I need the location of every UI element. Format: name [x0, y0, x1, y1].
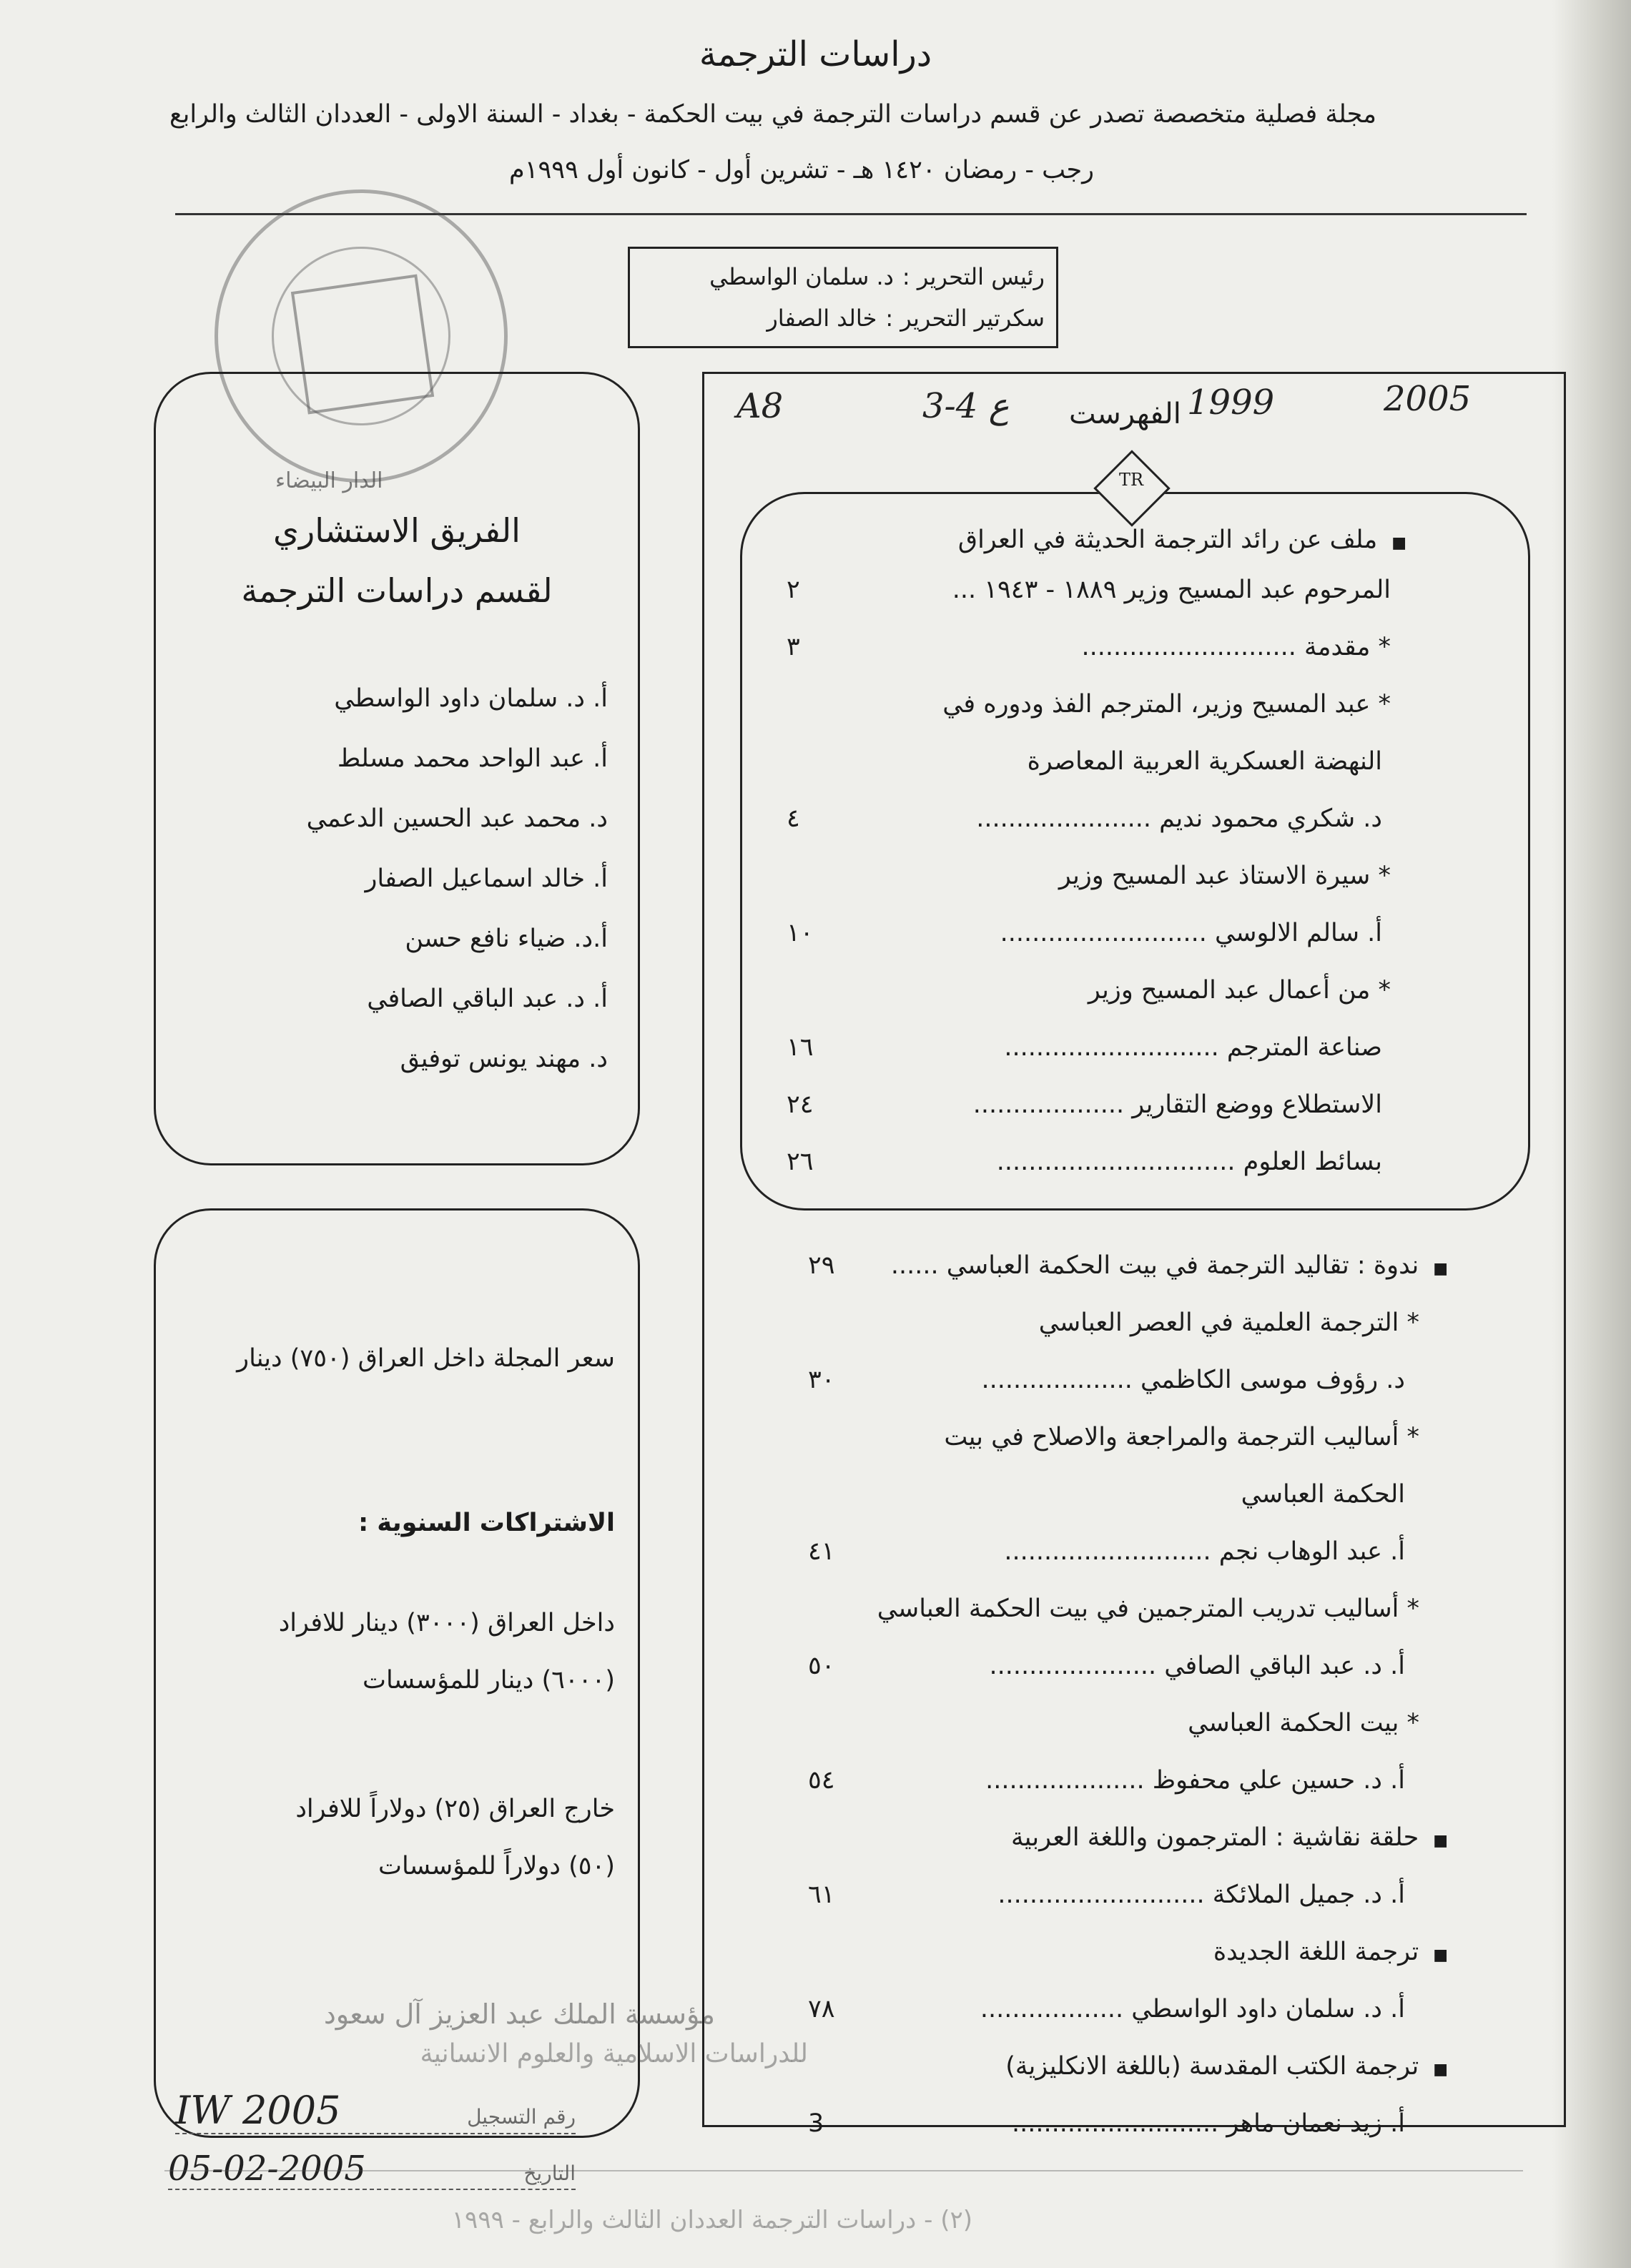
toc-entry[interactable]	[787, 1090, 1391, 1148]
toc-entry-text: بسائط العلوم ..............................	[996, 1148, 1382, 1176]
toc-entry[interactable]	[808, 1594, 1448, 1652]
toc-entry-text: أ. د. جميل الملائكة ..........................	[997, 1880, 1405, 1909]
toc-entry[interactable]	[808, 1480, 1448, 1537]
toc-entry[interactable]	[787, 1033, 1391, 1090]
handwritten-archive-year: 2005	[1384, 379, 1472, 419]
toc-entry-page: 3	[808, 2109, 824, 2138]
toc-entry[interactable]	[787, 576, 1391, 633]
toc-entry[interactable]	[787, 862, 1391, 919]
toc-entry[interactable]	[808, 1308, 1448, 1366]
toc-entry-text: ندوة : تقاليد الترجمة في بيت الحكمة العباسي ......	[890, 1251, 1419, 1280]
toc-entry[interactable]	[808, 1366, 1448, 1423]
toc-entry-page: ٢٩	[808, 1251, 835, 1280]
subscription-outside-institutions: (٥٠) دولاراً للمؤسسات	[378, 1852, 615, 1880]
advisory-member: أ. د. سلمان داود الواسطي	[334, 684, 608, 713]
toc-entry-text: الحكمة العباسي	[1241, 1480, 1405, 1509]
toc-entry-text: د. رؤوف موسى الكاظمي ...................	[981, 1366, 1405, 1394]
toc-entry[interactable]	[808, 1709, 1448, 1766]
toc-entry[interactable]	[808, 1823, 1448, 1880]
registration-date-rule	[168, 2189, 576, 2190]
toc-entry-text: المرحوم عبد المسيح وزير ١٨٨٩ - ١٩٤٣ ...	[952, 576, 1391, 604]
handwritten-issue: ع 4-3	[922, 386, 1010, 426]
toc-entry-page: ٣	[787, 633, 800, 661]
toc-entry-page: ٦١	[808, 1880, 835, 1909]
toc-entry-page: ١٦	[787, 1033, 814, 1062]
toc-entry-text: * مقدمة ...........................	[1081, 633, 1391, 661]
toc-entry-text: ترجمة الكتب المقدسة (باللغة الانكليزية)	[1005, 2052, 1419, 2081]
bullet-icon: ■	[1433, 1260, 1448, 1278]
toc-entry[interactable]	[808, 2052, 1448, 2109]
toc-entry-page: ٢	[787, 576, 800, 604]
featured-entries	[787, 526, 1406, 1205]
toc-entry-text: ترجمة اللغة الجديدة	[1213, 1938, 1419, 1966]
secretary-label: سكرتير التحرير :	[885, 305, 1045, 332]
library-stamp-line1: مؤسسة الملك عبد العزيز آل سعود	[323, 1998, 715, 2030]
toc-entry[interactable]	[787, 804, 1391, 862]
toc-entry-page: ٢٦	[787, 1148, 814, 1176]
advisory-member: أ. د. عبد الباقي الصافي	[367, 985, 608, 1013]
main-entries	[808, 1251, 1448, 2166]
toc-entry[interactable]	[787, 633, 1391, 690]
library-seal-text: الدار البيضاء	[275, 468, 383, 493]
toc-entry[interactable]	[808, 1251, 1448, 1308]
toc-entry-text: * عبد المسيح وزير، المترجم الفذ ودوره في	[942, 690, 1391, 719]
bullet-icon: ■	[1433, 1832, 1448, 1850]
toc-entry-page: ٢٤	[787, 1090, 814, 1119]
secretary-name: خالد الصفار	[767, 305, 877, 332]
toc-entry[interactable]	[808, 1423, 1448, 1480]
toc-entry[interactable]	[787, 526, 1406, 576]
advisory-member: أ.د. ضياء نافع حسن	[405, 925, 608, 953]
toc-entry[interactable]	[787, 690, 1391, 747]
toc-entry-text: * أساليب تدريب المترجمين في بيت الحكمة العباسي	[877, 1594, 1419, 1623]
toc-entry[interactable]	[808, 1880, 1448, 1938]
subscription-outside-individuals: خارج العراق (٢٥) دولاراً للافراد	[295, 1795, 615, 1823]
advisory-subtitle: لقسم دراسات الترجمة	[241, 571, 553, 610]
toc-entry-text: أ. د. عبد الباقي الصافي .....................	[989, 1652, 1405, 1680]
subscription-inside-individuals: داخل العراق (٣٠٠٠) دينار للافراد	[278, 1609, 615, 1637]
registration-number: IW 2005	[175, 2088, 341, 2133]
toc-entry-text: أ. سالم الالوسي ..........................	[1000, 919, 1382, 947]
toc-entry[interactable]	[787, 976, 1391, 1033]
toc-entry-text: أ. زيد نعمان ماهر ..........................	[1011, 2109, 1405, 2138]
journal-subtitle: مجلة فصلية متخصصة تصدر عن قسم دراسات الترجمة في بيت الحكمة - بغداد - السنة الاولى - العددان الثالث والرابع	[169, 100, 1377, 129]
toc-entry-page: ٥٠	[808, 1652, 835, 1680]
toc-entry-page: ١٠	[787, 919, 814, 947]
advisory-member-list	[179, 669, 608, 1089]
toc-entry-text: * من أعمال عبد المسيح وزير	[1088, 976, 1391, 1005]
toc-entry-text: النهضة العسكرية العربية المعاصرة	[1027, 747, 1382, 776]
registration-date: 05-02-2005	[168, 2149, 366, 2189]
editors-box	[628, 247, 1058, 348]
registration-date-row	[168, 2149, 576, 2190]
registration-number-row	[175, 2088, 576, 2134]
toc-entry-text: أ. د. سلمان داود الواسطي ..................	[980, 1995, 1405, 2023]
toc-entry-text: * بيت الحكمة العباسي	[1188, 1709, 1419, 1737]
toc-entry-page: ٣٠	[808, 1366, 835, 1394]
advisory-member: أ. عبد الواحد محمد مسلط	[337, 744, 608, 773]
toc-entry-text: ملف عن رائد الترجمة الحديثة في العراق	[957, 526, 1378, 554]
toc-entry[interactable]	[787, 1148, 1391, 1205]
toc-entry[interactable]	[808, 1537, 1448, 1594]
handwritten-year: 1999	[1187, 383, 1275, 423]
toc-entry-text: د. شكري محمود نديم ......................	[976, 804, 1382, 833]
toc-entry-page: ٤	[787, 804, 800, 833]
advisory-title: الفريق الاستشاري	[273, 511, 521, 550]
registration-rule	[175, 2133, 576, 2134]
toc-entry[interactable]	[787, 747, 1391, 804]
toc-title: الفهرست	[1069, 398, 1181, 430]
chief-editor-name: د. سلمان الواسطي	[709, 263, 894, 290]
registration-label: رقم التسجيل	[467, 2105, 576, 2129]
toc-entry-page: ٤١	[808, 1537, 835, 1566]
library-stamp-line2: للدراسات الاسلامية والعلوم الانسانية	[420, 2039, 808, 2069]
toc-entry[interactable]	[808, 1652, 1448, 1709]
toc-entry-text: * سيرة الاستاذ عبد المسيح وزير	[1058, 862, 1391, 890]
journal-title: دراسات الترجمة	[699, 34, 932, 74]
bullet-icon: ■	[1391, 534, 1406, 552]
toc-entry[interactable]	[808, 1766, 1448, 1823]
subscription-inside-institutions: (٦٠٠٠) دينار للمؤسسات	[363, 1666, 615, 1695]
toc-entry-text: حلقة نقاشية : المترجمون واللغة العربية	[1011, 1823, 1419, 1852]
subscriptions-title: الاشتراكات السنوية :	[358, 1509, 615, 1537]
bullet-icon: ■	[1433, 2061, 1448, 2079]
toc-entry-page: ٥٤	[808, 1766, 835, 1795]
advisory-member: د. مهند يونس توفيق	[400, 1045, 608, 1073]
registration-date-label: التاريخ	[523, 2161, 576, 2185]
toc-entry[interactable]	[808, 2109, 1448, 2166]
bullet-icon: ■	[1433, 1946, 1448, 1964]
translation-logo-text: TR	[1118, 470, 1144, 490]
handwritten-code: A8	[736, 386, 784, 426]
advisory-team-heading	[154, 501, 640, 621]
toc-entry-text: * الترجمة العلمية في العصر العباسي	[1038, 1308, 1419, 1337]
toc-entry-page: ٧٨	[808, 1995, 835, 2023]
chief-editor-label: رئيس التحرير :	[902, 263, 1045, 290]
toc-entry-text: صناعة المترجم ...........................	[1004, 1033, 1382, 1062]
toc-entry-text: الاستطلاع ووضع التقارير ...................	[972, 1090, 1382, 1119]
page-footer: (٢) - دراسات الترجمة العددان الثالث والرابع - ١٩٩٩	[451, 2206, 972, 2234]
journal-date: رجب - رمضان ١٤٢٠ هـ - تشرين أول - كانون أول ١٩٩٩م	[509, 156, 1094, 184]
toc-entry[interactable]	[787, 919, 1391, 976]
toc-entry[interactable]	[808, 1995, 1448, 2052]
advisory-member: أ. خالد اسماعيل الصفار	[365, 864, 608, 893]
footer-rule	[164, 2170, 1523, 2171]
toc-entry-text: أ. عبد الوهاب نجم ..........................	[1004, 1537, 1405, 1566]
toc-entry-text: أ. د. حسين علي محفوظ ....................	[985, 1766, 1405, 1795]
toc-entry[interactable]	[808, 1938, 1448, 1995]
toc-entry-text: * أساليب الترجمة والمراجعة والاصلاح في بيت	[944, 1423, 1419, 1451]
price-inside: سعر المجلة داخل العراق (٧٥٠) دينار	[237, 1344, 615, 1373]
advisory-member: د. محمد عبد الحسين الدعمي	[306, 804, 608, 833]
